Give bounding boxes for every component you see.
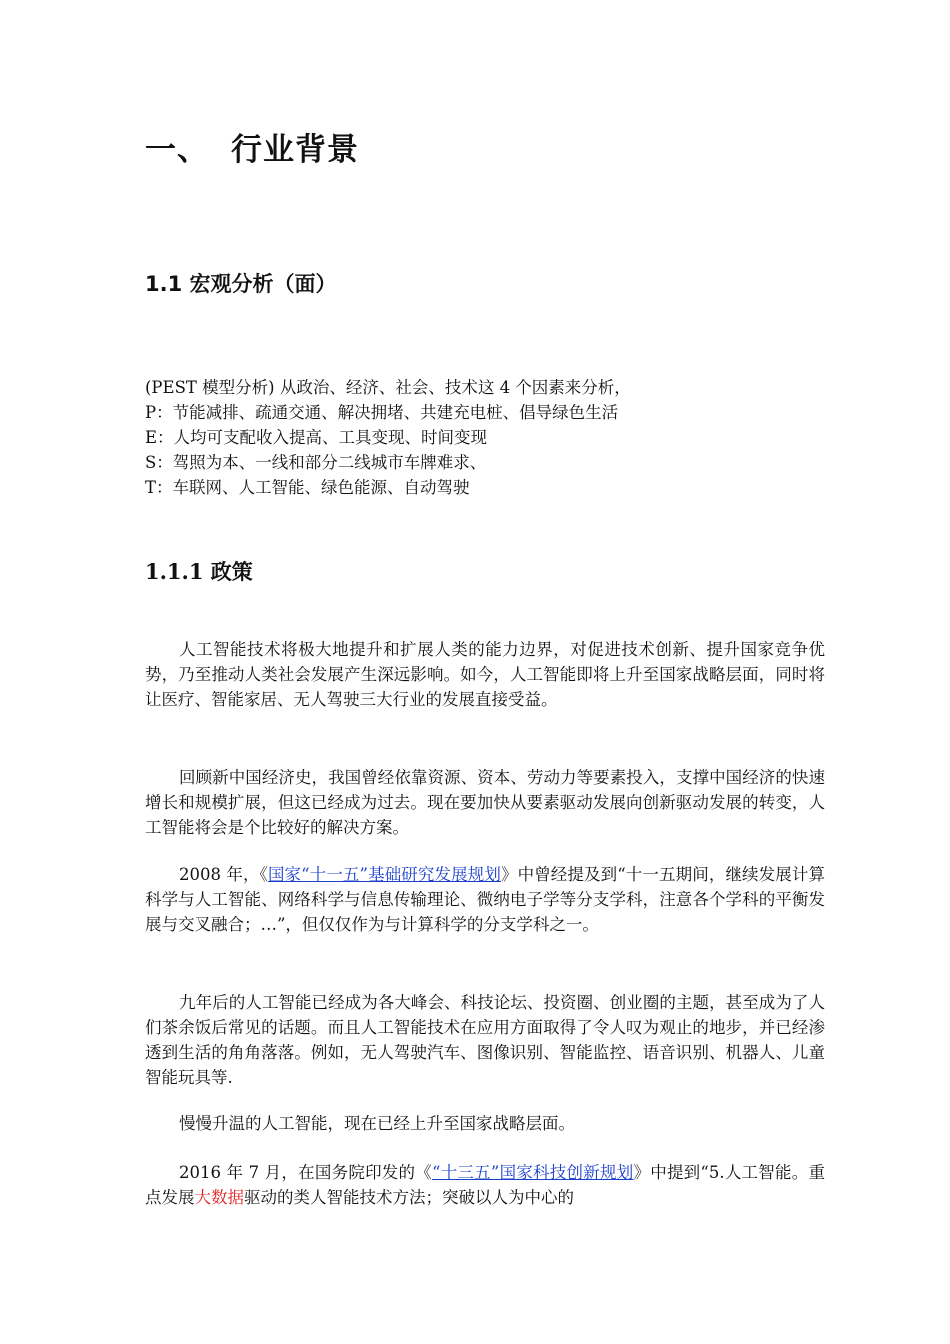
pest-analysis-block — [145, 375, 825, 500]
subsection-heading: 1.1.1 政策 — [145, 559, 253, 584]
pest-intro-line: (PEST 模型分析) 从政治、经济、社会、技术这 4 个因素来分析， — [145, 378, 631, 397]
eleventh-five-year-plan-link[interactable]: 国家“十一五”基础研究发展规划 — [267, 865, 501, 884]
chapter-title: 行业背景 — [231, 132, 359, 168]
paragraph-economic-history: 回顾新中国经济史，我国曾经依靠资源、资本、劳动力等要素投入，支撑中国经济的快速增长和规模扩展，但这已经成为过去。现在要加快从要素驱动发展向创新驱动发展的转变，人工智能将会是个比较好的解决方案。 — [145, 768, 825, 837]
p6-text-middle: 》中提到“5.人工智能。重点发展 — [145, 1163, 825, 1207]
p6-text-after: 驱动的类人智能技术方法；突破以人为中心的 — [244, 1188, 574, 1207]
chapter-heading — [145, 128, 359, 172]
paragraph-2016-plan — [145, 1160, 825, 1210]
pest-social-line: S：驾照为本、一线和部分二线城市车牌难求、 — [145, 453, 487, 472]
paragraph-2008-plan — [145, 862, 825, 937]
pest-technology-line: T：车联网、人工智能、绿色能源、自动驾驶 — [145, 478, 470, 497]
paragraph-national-strategy: 慢慢升温的人工智能，现在已经上升至国家战略层面。 — [179, 1114, 575, 1133]
paragraph-ai-impact: 人工智能技术将极大地提升和扩展人类的能力边界，对促进技术创新、提升国家竞争优势，乃至推动人类社会发展产生深远影响。如今，人工智能即将上升至国家战略层面，同时将让医疗、智能家居、无人驾驶三大行业的发展直接受益。 — [145, 640, 825, 709]
thirteenth-five-year-plan-link[interactable]: “十三五”国家科技创新规划 — [432, 1163, 634, 1182]
paragraph-nine-years-later: 九年后的人工智能已经成为各大峰会、科技论坛、投资圈、创业圈的主题，甚至成为了人们茶余饭后常见的话题。而且人工智能技术在应用方面取得了令人叹为观止的地步，并已经渗透到生活的角角落落。例如，无人驾驶汽车、图像识别、智能监控、语音识别、机器人、儿童智能玩具等. — [145, 993, 825, 1087]
chapter-number: 一、 — [145, 132, 209, 168]
p3-text-after: 》中曾经提及到“十一五期间，继续发展计算科学与人工智能、网络科学与信息传输理论、微纳电子学等分支学科，注意各个学科的平衡发展与交叉融合；…”，但仅仅作为与计算科学的分支学科之一。 — [145, 865, 825, 934]
pest-political-line: P：节能减排、疏通交通、解决拥堵、共建充电桩、倡导绿色生活 — [145, 403, 619, 422]
p6-text-before: 2016 年 7 月，在国务院印发的《 — [179, 1163, 433, 1182]
section-heading: 1.1 宏观分析（面） — [145, 272, 337, 296]
pest-economic-line: E：人均可支配收入提高、工具变现、时间变现 — [145, 428, 488, 447]
big-data-highlight: 大数据 — [194, 1188, 244, 1207]
p3-text-before: 2008 年，《 — [179, 865, 268, 884]
